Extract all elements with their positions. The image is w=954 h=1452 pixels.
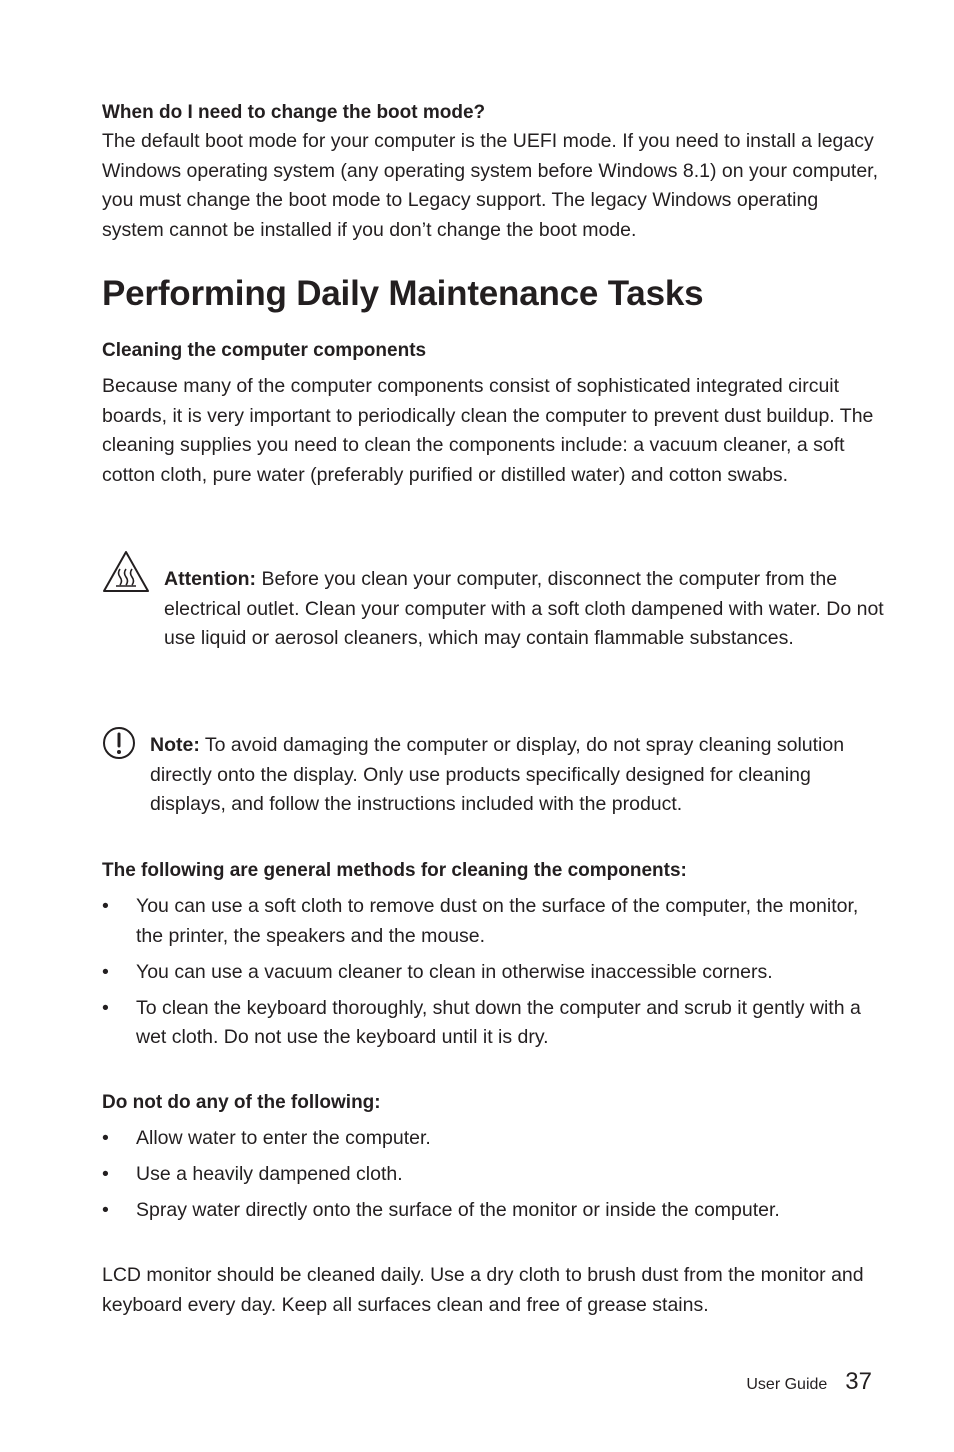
page-footer <box>746 1368 872 1396</box>
donts-section <box>102 1088 882 1232</box>
list-item: • You can use a soft cloth to remove dust on the surface of the computer, the monitor, the printer, the speakers and the mouse. <box>102 892 882 951</box>
note-notice <box>102 726 882 822</box>
hot-surface-warning-icon <box>102 550 150 599</box>
list-item: • You can use a vacuum cleaner to clean in otherwise inaccessible corners. <box>102 958 882 988</box>
list-item: • Use a heavily dampened cloth. <box>102 1160 882 1190</box>
boot-mode-body: The default boot mode for your computer is the UEFI mode. If you need to install a legacy Windows operating system (any operating system before Windows 8.1) on your computer, you must change the boot mode to Legacy support. The legacy Windows operating system cannot be installed if you don’t change the boot mode. <box>102 130 879 241</box>
cleaning-heading: Cleaning the computer components <box>102 340 427 361</box>
methods-section <box>102 856 882 1059</box>
exclamation-note-icon <box>102 726 136 765</box>
bullet-icon: • <box>102 960 109 983</box>
methods-heading: The following are general methods for cleaning the components: <box>102 860 687 881</box>
methods-list <box>102 892 882 1053</box>
attention-label: Attention: <box>164 568 257 590</box>
bullet-icon: • <box>102 1127 109 1149</box>
bullet-icon: • <box>102 895 109 917</box>
cleaning-body: Because many of the computer components consist of sophisticated integrated circuit boards, it is very important to periodically clean the computer to prevent dust buildup. The cleaning supplies you need to clean the components include: a vacuum cleaner, a soft cotton cloth, pure water (preferably purified or distilled water) and cotton swabs. <box>102 375 874 486</box>
cleaning-section <box>102 336 882 490</box>
boot-mode-section <box>102 98 882 245</box>
note-label: Note: <box>150 734 200 756</box>
boot-mode-heading: When do I need to change the boot mode? <box>102 102 486 123</box>
bullet-icon: • <box>102 996 109 1019</box>
section-title: Performing Daily Maintenance Tasks <box>102 274 704 313</box>
page-number: 37 <box>845 1368 872 1395</box>
list-item: • Allow water to enter the computer. <box>102 1124 882 1154</box>
bullet-icon: • <box>102 1163 109 1185</box>
lcd-paragraph: LCD monitor should be cleaned daily. Use a dry cloth to brush dust from the monitor and keyboard every day. Keep all surfaces clean and free of grease stains. <box>102 1264 864 1316</box>
donts-list <box>102 1124 882 1226</box>
lcd-section <box>102 1261 882 1320</box>
attention-text-block <box>164 565 884 654</box>
donts-heading: Do not do any of the following: <box>102 1092 381 1113</box>
attention-notice <box>102 550 882 680</box>
footer-label: User Guide <box>746 1376 828 1393</box>
bullet-icon: • <box>102 1199 109 1221</box>
list-item: • Spray water directly onto the surface of the monitor or inside the computer. <box>102 1196 882 1226</box>
note-text-block <box>150 731 884 820</box>
list-item: • To clean the keyboard thoroughly, shut down the computer and scrub it gently with a wet cloth. Do not use the keyboard until it is dry. <box>102 994 882 1053</box>
attention-text: Before you clean your computer, disconnect the computer from the electrical outlet. Clean your computer with a soft cloth dampened with water. Do not use liquid or aerosol cleaners, which may contain flammable substances. <box>164 568 884 649</box>
note-text: To avoid damaging the computer or display, do not spray cleaning solution directly onto the display. Only use products specifically designed for cleaning displays, and follow the instructions included with the product. <box>150 734 845 815</box>
